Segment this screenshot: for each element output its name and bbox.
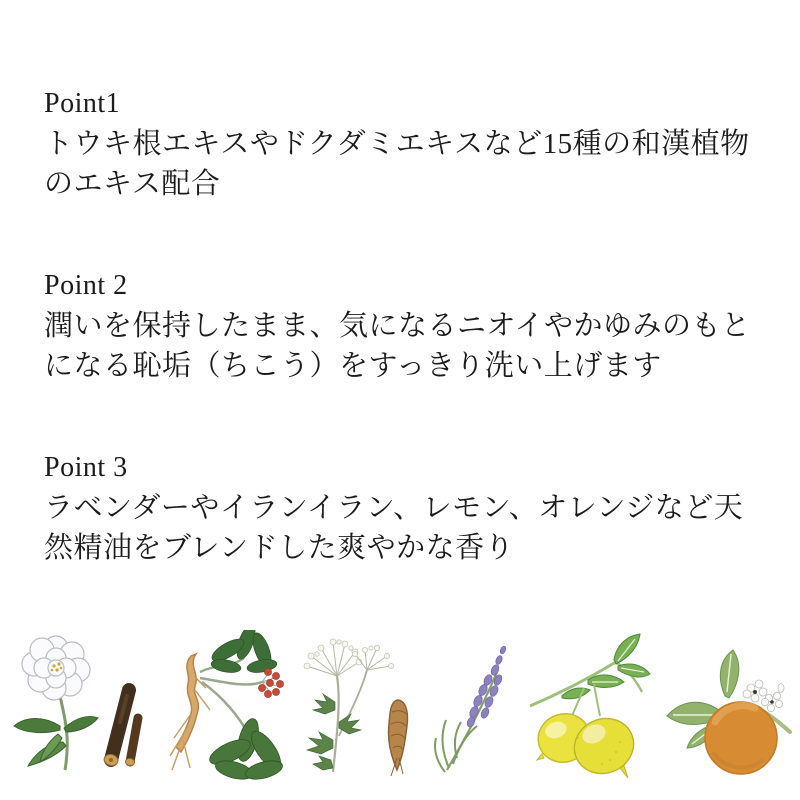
point1-body-line2: のエキス配合 xyxy=(44,168,221,200)
point2-body-line1: 潤いを保持したまま、気になるニオイやかゆみのもと xyxy=(44,310,751,342)
lemon-branch-with-fruits-illustration xyxy=(528,630,653,790)
angelica-toki-plant-and-root-illustration xyxy=(293,630,423,790)
points-list xyxy=(44,84,764,630)
point1-body-line1: トウキ根エキスやドクダミエキスなど15種の和漢植物 xyxy=(44,128,750,160)
point-section-3 xyxy=(44,448,764,568)
peony-flower-and-licorice-roots-illustration xyxy=(8,630,144,790)
point-section-1 xyxy=(44,84,764,204)
botanical-illustrations-row xyxy=(0,630,800,792)
point3-title: Point 3 xyxy=(44,452,128,483)
ginseng-root-leaves-berries-illustration xyxy=(150,630,288,790)
point3-body-line2: 然精油をブレンドした爽やかな香り xyxy=(44,532,515,564)
point-section-2 xyxy=(44,266,764,386)
point3-body-line1: ラベンダーやイランイラン、レモン、オレンジなど天 xyxy=(44,492,744,524)
lavender-sprig-illustration xyxy=(429,630,523,790)
point2-body-line2: になる恥垢（ちこう）をすっきり洗い上げます xyxy=(44,350,662,382)
point2-title: Point 2 xyxy=(44,270,128,301)
point1-title: Point1 xyxy=(44,88,121,119)
orange-branch-with-blossoms-illustration xyxy=(659,630,792,790)
